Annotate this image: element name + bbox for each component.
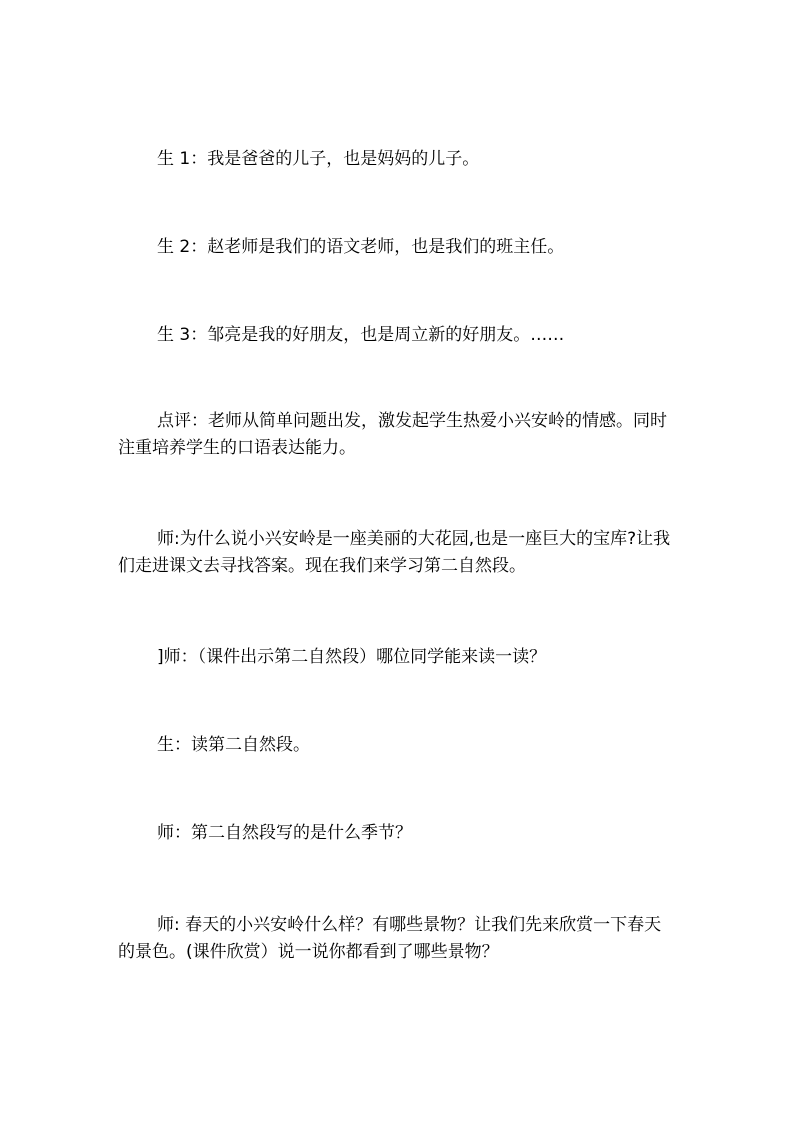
teacher-question-paragraph: 师:为什么说小兴安岭是一座美丽的大花园,也是一座巨大的宝库?让我们走进课文去寻找答案。现在我们来学习第二自然段。 [118,529,671,576]
student-reading-line: 生：读第二自然段。 [157,735,310,755]
teacher-spring-paragraph: 师: 春天的小兴安岭什么样？有哪些景物？让我们先来欣赏一下春天的景色。(课件欣赏）说一说你都看到了哪些景物？ [118,915,662,962]
student-2-line: 生 2：赵老师是我们的语文老师，也是我们的班主任。 [157,237,565,257]
teacher-instruction-line: ]师：（课件出示第二自然段）哪位同学能来读一读？ [157,647,547,667]
teacher-season-question-line: 师：第二自然段写的是什么季节？ [157,823,412,843]
commentary-paragraph: 点评：老师从简单问题出发，激发起学生热爱小兴安岭的情感。同时注重培养学生的口语表达能力。 [118,411,667,458]
student-3-line: 生 3：邹亮是我的好朋友，也是周立新的好朋友。…… [157,325,565,345]
student-1-line: 生 1：我是爸爸的儿子，也是妈妈的儿子。 [157,149,480,169]
